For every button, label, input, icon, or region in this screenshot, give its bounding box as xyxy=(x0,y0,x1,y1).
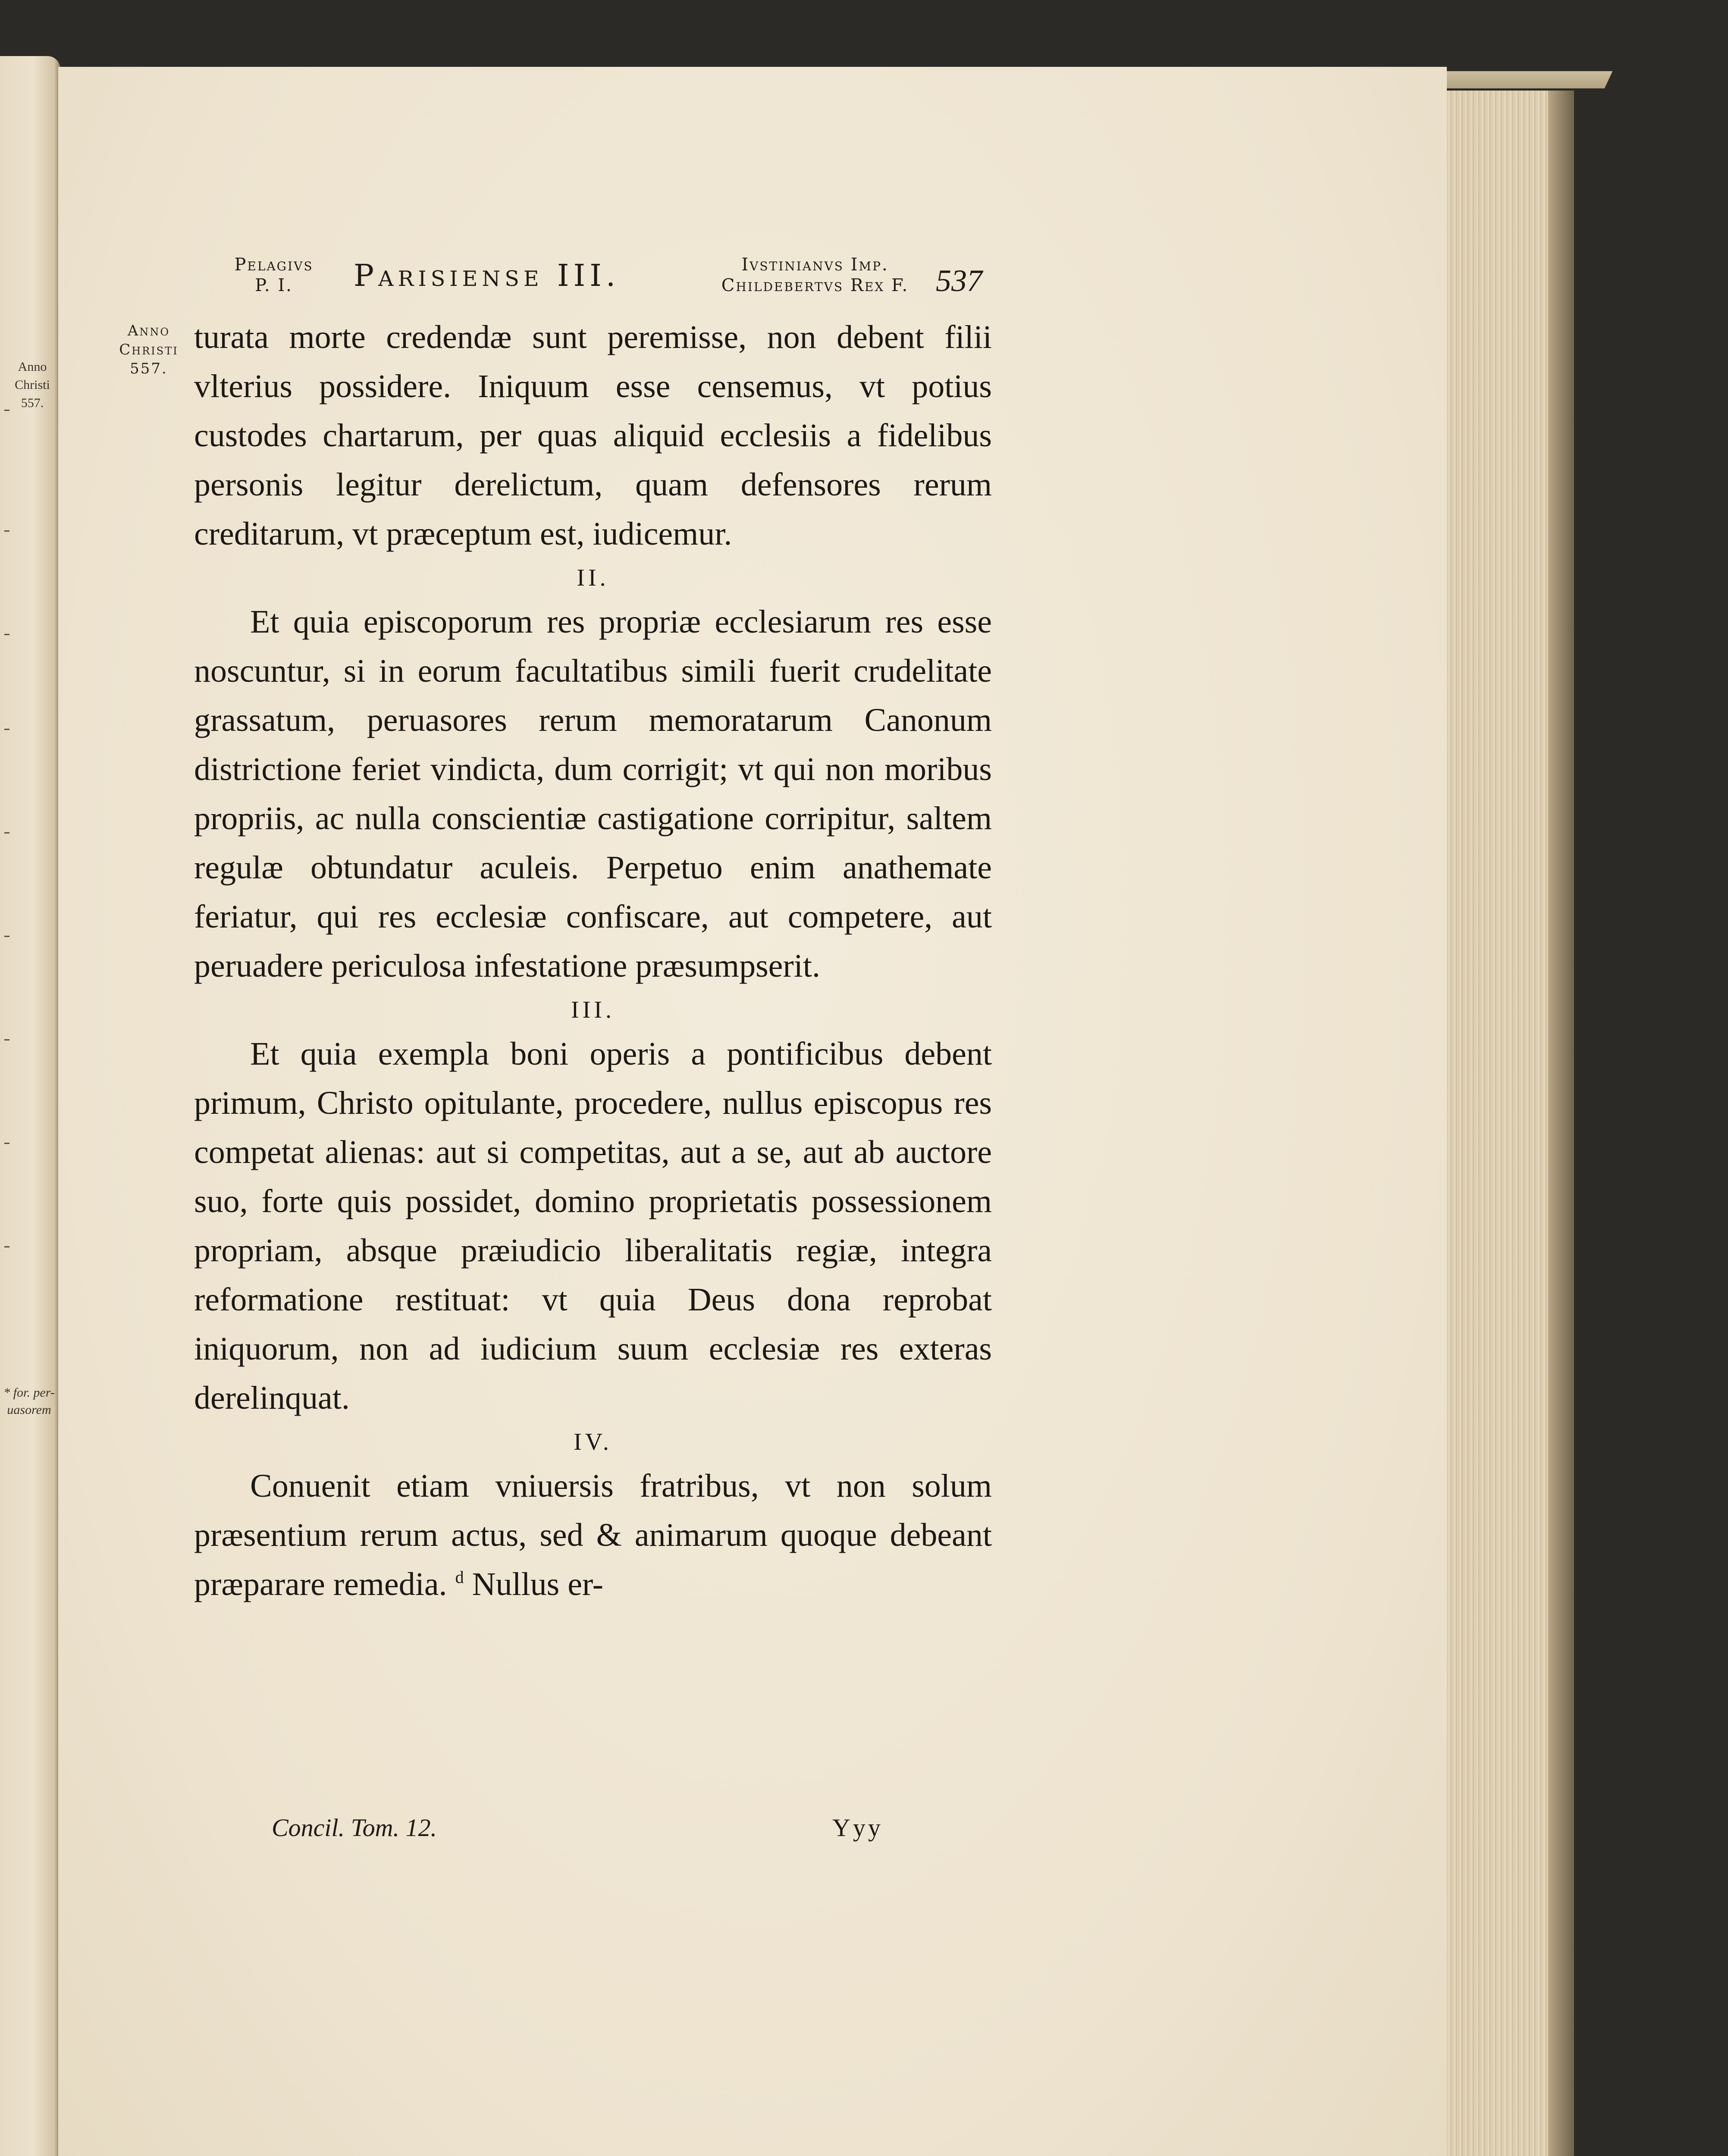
paragraph: Et quia exempla boni operis a pontificibus debent primum, Christo opitulante, procedere, nullus episcopus res competat alienas: aut si competitas, aut a se, aut ab auctore suo, forte quis possidet, domino proprietatis possessionem propriam, absque præiudicio liberalitatis regiæ, integra reformatione restituat: vt quia Deus dona reprobat iniquorum, non ad iudicium suum ecclesiæ res exteras derelinquat. xyxy=(194,1036,992,1416)
body-text xyxy=(194,313,992,1609)
paragraph-text: Conuenit etiam vniuersis fratribus, vt non solum præsentium rerum actus, sed & animarum quoque debeant præparare remedia. xyxy=(194,1468,992,1602)
section-number: III. xyxy=(571,997,615,1023)
facing-page-margin-note-b xyxy=(0,1384,58,1419)
margin-note-line: 557. xyxy=(21,396,44,410)
page-footer xyxy=(272,1813,927,1852)
facing-page-margin-note xyxy=(9,358,56,412)
margin-note-line: * for. per- xyxy=(3,1385,55,1400)
running-head-rulers xyxy=(694,254,936,296)
running-head-line: Ivstinianvs Imp. xyxy=(741,255,889,275)
fore-edge-shadow xyxy=(1548,91,1574,2156)
paragraph: Et quia episcoporum res propriæ ecclesiarum res esse noscuntur, si in eorum facultatibus simili fuerit crudelitate grassatum, peruasores rerum memoratarum Canonum districtione feriet vindicta, dum corrigit; vt qui non moribus propriis, ac nulla conscientiæ castigatione corripitur, saltem regulæ obtundatur aculeis. Perpetuo enim anathemate feriatur, qui res ecclesiæ confiscare, aut competere, aut peruadere periculosa infestatione præsumpserit. xyxy=(194,604,992,984)
line-end-mark xyxy=(4,936,9,937)
margin-note-line: Christi xyxy=(15,378,50,392)
running-head-line: Pelagivs xyxy=(234,255,314,275)
line-end-mark xyxy=(4,832,9,834)
margin-note-line: Anno xyxy=(18,360,47,374)
paragraph xyxy=(194,1461,992,1609)
margin-note-line: uasorem xyxy=(7,1403,51,1417)
facing-page-edge xyxy=(0,56,60,2156)
section-number: II. xyxy=(577,564,609,591)
line-end-mark xyxy=(4,530,9,532)
note-mark: d xyxy=(455,1567,464,1587)
book-board-top xyxy=(1432,71,1613,88)
paragraph-text-tail: Nullus er- xyxy=(472,1566,604,1602)
margin-note-line: Christi xyxy=(119,341,179,358)
line-end-mark xyxy=(4,1143,9,1144)
paragraph-continuation: turata morte credendæ sunt peremisse, non debent filii vlterius possidere. Iniquum esse censemus, vt potius custodes chartarum, per quas aliquid ecclesiis a fidelibus personis legitur derelictum, quam defensores rerum creditarum, vt præceptum est, iudicemur. xyxy=(194,319,992,552)
running-head xyxy=(211,254,1009,319)
section-number: IV. xyxy=(574,1429,612,1455)
running-head-line: Childebertvs Rex F. xyxy=(721,276,909,295)
running-head-pope xyxy=(224,254,323,296)
line-end-mark xyxy=(4,729,9,730)
line-end-mark xyxy=(4,410,9,411)
margin-note-line: Anno xyxy=(127,322,170,339)
running-head-line: P. I. xyxy=(255,276,293,295)
footer-signature: Yyy xyxy=(832,1814,883,1842)
line-end-mark xyxy=(4,634,9,635)
page-number: 537 xyxy=(936,263,982,298)
line-end-mark xyxy=(4,1039,9,1040)
year-margin-note xyxy=(108,321,190,378)
fore-edge-leaves xyxy=(1434,91,1561,2156)
running-head-title: Parisiense III. xyxy=(354,258,620,293)
footer-volume: Concil. Tom. 12. xyxy=(272,1814,437,1842)
line-end-mark xyxy=(4,1246,9,1247)
margin-note-line: 557. xyxy=(130,360,168,377)
